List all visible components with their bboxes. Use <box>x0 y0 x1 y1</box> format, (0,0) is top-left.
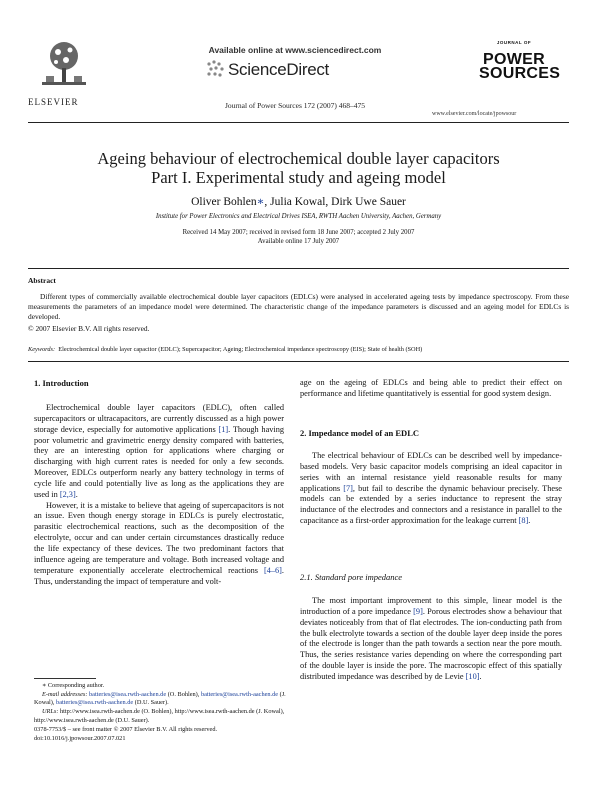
doi-line[interactable]: doi:10.1016/j.jpowsour.2007.07.021 <box>34 735 126 742</box>
author-first: Oliver Bohlen <box>191 196 257 208</box>
abstract-heading: Abstract <box>28 276 56 285</box>
email-addresses: E-mail addresses: batteries@isea.rwth-aachen.de (O. Bohlen), batteries@isea.rwth-aachen.de (J. Kowal), batteries@isea.rwth-aachen.de (D.U. Sauer). <box>34 690 286 707</box>
citation-link[interactable]: [8] <box>518 516 529 526</box>
journal-logo-line1: POWER <box>483 51 545 68</box>
intro-paragraph-2: However, it is a mistake to believe that ageing of supercapacitors is not an issue. Even though energy storage in EDLCs is purely electrostatic, parasitic electrochemical reactions, such as the decomposition of the electrolyte, occur and can under certain circumstances drastically reduce the life expectancy of these devices. The two predominant factors that influence ageing are temperature and voltage. Both increased voltage and temperature exponentially accelerate electrochemical reactions [4–6]. Thus, understanding the impact of temperature and volt- <box>34 500 284 586</box>
footnote-corresponding <box>34 682 294 726</box>
citation-link[interactable]: [9] <box>413 606 423 616</box>
standard-pore-paragraph: The most important improvement to this simple, linear model is the introduction of a pore impedance [9]. Porous electrodes show a behaviour that deviates noticeably from that of flat electrodes. The ion-conducting path from the bulk electrolyte towards a section of the double layer deep inside the pores of the electrode is longer than the path towards a section near the pore mouth. Thus, the series resistance varies depending on where the corresponding part of the double layer is inside the pore. The macroscopic effect of this spatially distributed impedance was described by de Levie [10]. <box>300 596 562 681</box>
issn-doi <box>34 725 217 743</box>
keywords-list: Electrochemical double layer capacitor (EDLC); Supercapacitor; Ageing; Electrochemical impedance spectroscopy (EIS); State of health (SOH) <box>58 346 423 353</box>
abstract-bottom-rule <box>28 361 569 362</box>
available-online-text: Available online at www.sciencedirect.com <box>208 45 382 55</box>
article-title-line2: Part I. Experimental study and ageing model <box>151 168 446 187</box>
standard-pore-heading: 2.1. Standard pore impedance <box>300 572 403 582</box>
journal-homepage-link[interactable]: www.elsevier.com/locate/jpowsour <box>432 111 517 117</box>
journal-logo-line2: SOURCES <box>479 65 561 82</box>
author-rest: , Julia Kowal, Dirk Uwe Sauer <box>264 196 406 208</box>
keywords-label: Keywords: <box>28 346 56 353</box>
copyright-line: © 2007 Elsevier B.V. All rights reserved. <box>28 324 150 333</box>
intro-heading: 1. Introduction <box>34 378 89 388</box>
issn-line: 0378-7753/$ – see front matter © 2007 Elsevier B.V. All rights reserved. <box>34 726 218 733</box>
sciencedirect-icon <box>205 58 227 80</box>
article-title-line1: Ageing behaviour of electrochemical double layer capacitors <box>97 149 500 168</box>
corresponding-author-note: ∗ Corresponding author. <box>42 682 105 689</box>
intro-paragraph-2-cont: age on the ageing of EDLCs and being able to predict their effect on performance and lifetime quantitatively is essential for good system design. <box>300 378 562 398</box>
email-link[interactable]: batteries@isea.rwth-aachen.de <box>200 690 279 698</box>
citation-link[interactable]: [2,3] <box>59 489 76 499</box>
citation-link[interactable]: [7] <box>343 483 353 493</box>
intro-paragraph-1: Electrochemical double layer capacitors (EDLC), often called supercapacitors or ultracapacitors, are currently discussed as a high power storage device, especially for automotive applications [1]. Though having poor volumetric and gravimetric energy density compared with batteries, they are an interesting option for applications where charging or discharging with high current rates is needed for only a few seconds. Moreover, EDLCs outperform nearly any battery technology in terms of cycle life and could potentially live as long as the applications they are used in [2,3]. <box>34 403 284 499</box>
citation-link[interactable]: [4–6] <box>263 565 282 575</box>
email-link[interactable]: batteries@isea.rwth-aachen.de <box>89 690 167 698</box>
sciencedirect-wordmark: ScienceDirect <box>228 60 329 79</box>
citation-link[interactable]: [10] <box>465 671 480 681</box>
impedance-model-heading: 2. Impedance model of an EDLC <box>300 428 420 438</box>
footnote-rule <box>34 678 96 679</box>
citation-link[interactable]: [1] <box>218 424 229 434</box>
corresponding-author-mark[interactable]: ∗ <box>256 196 265 208</box>
email-link[interactable]: batteries@isea.rwth-aachen.de <box>56 699 134 707</box>
elsevier-logo <box>34 38 94 94</box>
header-rule <box>28 122 569 123</box>
affiliation: Institute for Power Electronics and Electrical Drives ISEA, RWTH Aachen University, Aachen, Germany <box>155 213 442 220</box>
abstract-top-rule <box>28 268 569 269</box>
publisher-name: ELSEVIER <box>28 97 79 107</box>
impedance-model-body <box>300 451 562 527</box>
available-date: Available online 17 July 2007 <box>257 238 340 245</box>
journal-logo <box>479 40 561 82</box>
journal-logo-small: JOURNAL OF <box>496 40 532 45</box>
standard-pore-body <box>300 596 562 683</box>
author-list <box>28 194 569 208</box>
journal-reference: Journal of Power Sources 172 (2007) 468–475 <box>225 101 365 110</box>
intro-body <box>34 403 284 587</box>
keywords <box>28 346 569 353</box>
impedance-paragraph-1: The electrical behaviour of EDLCs can be described well by impedance-based models. Very basic capacitor models comprising an ideal capacitor in series with an internal resistance yield reasonable results for many applications [7], but fail to describe the dynamic behaviour precisely. These models can be extended by a series inductance to represent the stray inductance of the electrodes and connectors and a resistance in parallel to the capacitance as a first-order approximation for the leakage current [8]. <box>300 451 562 526</box>
received-dates: Received 14 May 2007; received in revised form 18 June 2007; accepted 2 July 2007 <box>182 229 415 236</box>
intro-continuation <box>300 378 562 400</box>
url-list: URLs: http://www.isea.rwth-aachen.de (O. Bohlen), http://www.isea.rwth-aachen.de (J. Kowal), http://www.isea.rwth-aachen.de (D.U. Sauer). <box>34 708 285 724</box>
abstract-text: Different types of commercially available electrochemical double layer capacitors (EDLCs) were analysed in accelerated ageing tests by impedance spectroscopy. From these measurements the parameters of an impedance model were determined. The characteristic change of the impedance parameters is discussed and an ageing model for EDLCs is developed. <box>28 292 569 321</box>
